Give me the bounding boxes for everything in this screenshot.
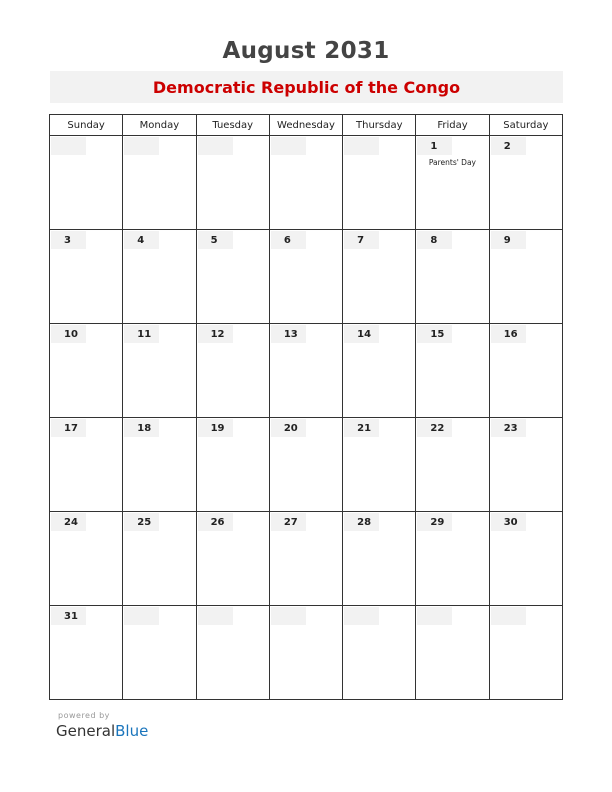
calendar-grid [49, 114, 563, 700]
weekday-friday: Friday [416, 115, 489, 136]
day-cell [196, 606, 269, 700]
day-number: 25 [137, 517, 152, 528]
day-cell [489, 136, 562, 230]
day-number: 16 [503, 329, 518, 340]
day-cell [269, 606, 342, 700]
day-cell [50, 230, 123, 324]
day-number: 15 [430, 329, 445, 340]
day-number-box [271, 607, 306, 625]
day-number: 12 [210, 329, 225, 340]
day-number-box [198, 325, 233, 343]
day-number: 14 [357, 329, 372, 340]
day-number: 22 [430, 423, 445, 434]
day-cell [123, 418, 196, 512]
weekday-header-row [50, 115, 563, 136]
day-number-box [491, 419, 526, 437]
weekday-wednesday: Wednesday [269, 115, 342, 136]
day-number-box [51, 137, 86, 155]
day-cell [269, 418, 342, 512]
day-cell [196, 418, 269, 512]
day-cell [343, 136, 416, 230]
day-cell [123, 512, 196, 606]
day-number: 5 [210, 235, 218, 246]
day-number: 30 [503, 517, 518, 528]
day-number: 27 [283, 517, 298, 528]
day-cell [489, 230, 562, 324]
day-cell [343, 512, 416, 606]
brand-general: General [56, 722, 116, 740]
day-number: 3 [64, 235, 71, 246]
day-number-box [271, 419, 306, 437]
day-cell [196, 324, 269, 418]
day-cell [343, 606, 416, 700]
day-cell [196, 230, 269, 324]
day-number-box [344, 325, 379, 343]
day-number: 23 [503, 423, 518, 434]
day-cell [343, 230, 416, 324]
day-number: 31 [64, 611, 78, 622]
page-title: August 2031 [222, 38, 390, 64]
day-number: 9 [503, 235, 511, 246]
holiday-label: Parents' Day [428, 158, 476, 167]
day-number: 24 [64, 517, 78, 528]
day-number: 26 [210, 517, 225, 528]
day-number-box [124, 607, 159, 625]
day-number-box [124, 137, 159, 155]
day-number-box [124, 513, 159, 531]
day-number: 7 [357, 235, 365, 246]
day-number-box [491, 137, 526, 155]
day-number-box [417, 419, 452, 437]
day-cell [123, 230, 196, 324]
day-number: 13 [283, 329, 298, 340]
day-number-box [417, 137, 452, 155]
day-cell [416, 324, 489, 418]
day-cell [489, 324, 562, 418]
day-cell [50, 606, 123, 700]
day-cell [489, 512, 562, 606]
country-name: Democratic Republic of the Congo [152, 78, 461, 97]
day-cell [123, 324, 196, 418]
week-row [50, 606, 563, 700]
day-cell [489, 418, 562, 512]
day-number: 1 [430, 141, 438, 152]
day-cell [123, 136, 196, 230]
day-cell [50, 512, 123, 606]
weekday-thursday: Thursday [343, 115, 416, 136]
day-cell [269, 136, 342, 230]
day-cell [269, 230, 342, 324]
day-number-box [124, 231, 159, 249]
day-number-box [344, 231, 379, 249]
weekday-sunday: Sunday [50, 115, 123, 136]
weekday-monday: Monday [123, 115, 196, 136]
day-number-box [417, 231, 452, 249]
day-number-box [51, 419, 86, 437]
day-number: 29 [430, 517, 445, 528]
day-number: 18 [137, 423, 152, 434]
day-number: 19 [210, 423, 225, 434]
day-number-box [51, 513, 86, 531]
day-number-box [51, 325, 86, 343]
day-number-box [417, 325, 452, 343]
day-number-box [271, 137, 306, 155]
day-number-box [344, 137, 379, 155]
day-cell [489, 606, 562, 700]
week-row [50, 418, 563, 512]
day-cell [123, 606, 196, 700]
day-number-box [344, 419, 379, 437]
day-number-box [417, 607, 452, 625]
day-number: 10 [64, 329, 78, 340]
day-cell [196, 512, 269, 606]
day-number: 28 [357, 517, 372, 528]
week-row [50, 324, 563, 418]
day-number: 21 [357, 423, 372, 434]
day-cell [416, 418, 489, 512]
day-cell [416, 512, 489, 606]
day-number: 17 [64, 423, 78, 434]
day-number-box [491, 513, 526, 531]
day-cell [269, 324, 342, 418]
day-number: 8 [430, 235, 438, 246]
day-number: 6 [283, 235, 291, 246]
week-row [50, 136, 563, 230]
day-cell [196, 136, 269, 230]
day-number-box [491, 607, 526, 625]
day-number-box [491, 325, 526, 343]
generalblue-logo [56, 722, 148, 740]
day-cell [416, 606, 489, 700]
powered-by-label: powered by [58, 711, 110, 720]
day-cell [416, 136, 489, 230]
day-number: 2 [503, 141, 511, 152]
day-number-box [51, 607, 86, 625]
day-number-box [491, 231, 526, 249]
day-cell [269, 512, 342, 606]
day-cell [50, 324, 123, 418]
day-cell [50, 418, 123, 512]
day-number-box [344, 513, 379, 531]
day-number-box [198, 231, 233, 249]
day-cell [343, 418, 416, 512]
day-number-box [124, 419, 159, 437]
day-number-box [271, 513, 306, 531]
brand-blue: Blue [115, 722, 149, 740]
day-number-box [198, 137, 233, 155]
day-number-box [198, 607, 233, 625]
day-cell [50, 136, 123, 230]
weekday-saturday: Saturday [489, 115, 562, 136]
day-number: 20 [283, 423, 298, 434]
day-cell [343, 324, 416, 418]
day-number: 11 [137, 329, 152, 340]
day-number-box [51, 231, 86, 249]
week-row [50, 512, 563, 606]
day-number-box [417, 513, 452, 531]
day-number-box [198, 419, 233, 437]
day-number: 4 [137, 235, 145, 246]
day-number-box [198, 513, 233, 531]
country-band [50, 71, 563, 103]
day-number-box [124, 325, 159, 343]
week-row [50, 230, 563, 324]
day-number-box [344, 607, 379, 625]
day-number-box [271, 231, 306, 249]
weekday-tuesday: Tuesday [196, 115, 269, 136]
day-number-box [271, 325, 306, 343]
day-cell [416, 230, 489, 324]
